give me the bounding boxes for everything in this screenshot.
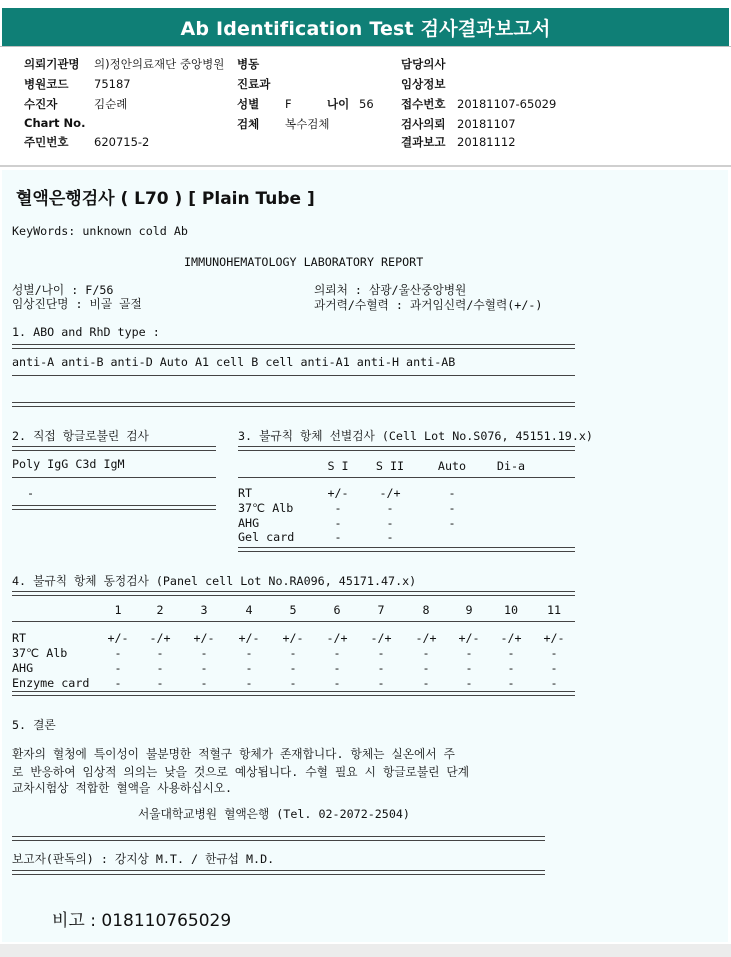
table-cell: - xyxy=(448,516,456,530)
ward-label-wrap xyxy=(237,56,259,72)
chart-row xyxy=(24,116,85,130)
report-date-value: 20181112 xyxy=(457,135,516,149)
id-row xyxy=(24,134,149,150)
table-cell: +/- xyxy=(238,631,260,645)
institution-label: 의뢰기관명 xyxy=(24,57,80,71)
specimen-value: 복수검체 xyxy=(285,117,330,131)
table-cell: - xyxy=(386,516,394,530)
table-cell: - xyxy=(377,676,385,690)
reporter-line: 보고자(판독의) : 강지상 M.T. / 한규섭 M.D. xyxy=(12,852,275,866)
table-cell: -/+ xyxy=(149,631,171,645)
request-label: 검사의뢰 xyxy=(401,117,446,131)
report-date-row xyxy=(401,134,516,150)
table-cell: - xyxy=(386,530,394,544)
section2-header: Poly IgG C3d IgM xyxy=(12,457,125,471)
table-cell: - xyxy=(550,676,558,690)
double-rule xyxy=(12,446,216,451)
patient-row xyxy=(24,96,127,112)
section3-title: 3. 불규칙 항체 선별검사 (Cell Lot No.S076, 45151.19.x) xyxy=(238,429,593,443)
department-label-wrap xyxy=(237,76,270,92)
referrer-line: 의뢰처 : 삼광/울산중앙병원 xyxy=(314,283,467,297)
hospital-code-value: 75187 xyxy=(94,77,131,91)
table-cell: - xyxy=(507,676,515,690)
table-cell: - xyxy=(289,661,297,675)
report-date-label: 결과보고 xyxy=(401,135,446,149)
row-label: RT xyxy=(238,486,253,500)
id-label: 주민번호 xyxy=(24,135,69,149)
row-label: 37℃ Alb xyxy=(12,646,68,660)
table-column-header: 4 xyxy=(245,603,253,617)
sex-label: 성별 xyxy=(237,97,260,111)
institution-value: 의)정안의료재단 중앙병원 xyxy=(94,57,225,71)
specimen-row xyxy=(237,116,329,132)
table-column-header: 10 xyxy=(503,603,519,617)
keywords: KeyWords: unknown cold Ab xyxy=(12,224,188,238)
table-cell: - xyxy=(334,530,342,544)
double-rule xyxy=(238,446,575,451)
table-column-header: 11 xyxy=(546,603,562,617)
institution-row xyxy=(24,56,224,72)
report-header xyxy=(2,8,729,46)
section1-title: 1. ABO and RhD type : xyxy=(12,325,160,339)
section2-value: - xyxy=(27,486,35,500)
table-cell: - xyxy=(200,676,208,690)
table-column-header: 5 xyxy=(289,603,297,617)
report-title: 혈액은행검사 ( L70 ) [ Plain Tube ] xyxy=(16,189,315,209)
single-rule xyxy=(12,477,216,478)
single-rule xyxy=(12,375,575,376)
diagnosis-line: 임상진단명 : 비골 골절 xyxy=(12,297,142,311)
table-cell: -/+ xyxy=(500,631,522,645)
table-column-header: 6 xyxy=(333,603,341,617)
hospital-code-row xyxy=(24,76,131,92)
table-cell: +/- xyxy=(543,631,565,645)
table-cell: - xyxy=(333,661,341,675)
request-row xyxy=(401,116,516,132)
single-rule xyxy=(12,874,545,875)
table-column-header: S I xyxy=(327,459,349,473)
table-cell: - xyxy=(507,661,515,675)
table-cell: - xyxy=(465,646,473,660)
table-column-header: 7 xyxy=(377,603,385,617)
table-cell: - xyxy=(422,661,430,675)
table-cell: - xyxy=(289,646,297,660)
row-label: AHG xyxy=(238,516,260,530)
double-rule xyxy=(12,691,575,696)
table-column-header: Di-a xyxy=(496,459,526,473)
clinical-info-label-wrap xyxy=(401,76,445,92)
table-cell: - xyxy=(448,501,456,515)
table-cell: - xyxy=(507,646,515,660)
table-cell: -/+ xyxy=(326,631,348,645)
table-cell: +/- xyxy=(107,631,129,645)
lab-report-title: IMMUNOHEMATOLOGY LABORATORY REPORT xyxy=(184,255,424,269)
table-cell: - xyxy=(448,486,456,500)
table-cell: - xyxy=(422,646,430,660)
table-column-header: S II xyxy=(375,459,405,473)
request-value: 20181107 xyxy=(457,117,516,131)
table-cell: - xyxy=(156,646,164,660)
row-label: Gel card xyxy=(238,530,295,544)
header-title: Ab Identification Test 검사결과보고서 xyxy=(180,17,551,40)
table-cell: - xyxy=(333,676,341,690)
double-rule xyxy=(12,402,575,407)
row-label: AHG xyxy=(12,661,34,675)
table-cell: - xyxy=(465,676,473,690)
table-cell: +/- xyxy=(327,486,349,500)
conclusion-line-2: 로 반응하여 임상적 의의는 낮을 것으로 예상됩니다. 수혈 필요 시 항글로불린 단계 xyxy=(12,765,470,779)
table-cell: - xyxy=(334,516,342,530)
table-cell: - xyxy=(200,661,208,675)
section1-header: anti-A anti-B anti-D Auto A1 cell B cell anti-A1 anti-H anti-AB xyxy=(12,355,456,369)
table-column-header: 2 xyxy=(156,603,164,617)
table-cell: -/+ xyxy=(415,631,437,645)
table-cell: - xyxy=(550,646,558,660)
row-label: RT xyxy=(12,631,27,645)
patient-label: 수진자 xyxy=(24,97,58,111)
double-rule xyxy=(238,547,575,552)
chart-label: Chart No. xyxy=(24,116,86,130)
single-rule xyxy=(12,870,545,871)
sex-row xyxy=(237,96,374,112)
age-label: 나이 xyxy=(327,97,350,111)
single-rule xyxy=(12,836,545,837)
table-column-header: 9 xyxy=(465,603,473,617)
sex-value: F xyxy=(285,97,292,111)
table-cell: - xyxy=(289,676,297,690)
table-cell: +/- xyxy=(458,631,480,645)
row-label: 37℃ Alb xyxy=(238,501,294,515)
single-rule xyxy=(12,621,575,622)
age-value: 56 xyxy=(359,97,374,111)
table-cell: - xyxy=(333,646,341,660)
conclusion-line-3: 교차시험상 적합한 혈액을 사용하십시오. xyxy=(12,781,233,795)
table-cell: +/- xyxy=(193,631,215,645)
section-divider xyxy=(0,165,731,167)
blood-bank-line: 서울대학교병원 혈액은행 (Tel. 02-2072-2504) xyxy=(138,807,410,821)
department-label: 진료과 xyxy=(237,77,271,91)
table-cell: - xyxy=(114,646,122,660)
table-cell: -/+ xyxy=(370,631,392,645)
single-rule xyxy=(12,840,545,841)
table-column-header: 3 xyxy=(200,603,208,617)
table-cell: - xyxy=(114,661,122,675)
single-rule xyxy=(238,477,575,478)
receipt-row xyxy=(401,96,556,112)
ward-label: 병동 xyxy=(237,57,260,71)
table-cell: - xyxy=(200,646,208,660)
table-cell: +/- xyxy=(282,631,304,645)
table-cell: - xyxy=(550,661,558,675)
hospital-code-label: 병원코드 xyxy=(24,77,69,91)
double-rule xyxy=(12,505,216,510)
patient-value: 김순례 xyxy=(94,97,128,111)
table-cell: - xyxy=(334,501,342,515)
table-cell: - xyxy=(386,501,394,515)
table-cell: - xyxy=(245,646,253,660)
history-line: 과거력/수혈력 : 과거임신력/수혈력(+/-) xyxy=(314,298,543,312)
receipt-value: 20181107-65029 xyxy=(457,97,557,111)
double-rule xyxy=(12,591,575,596)
table-cell: - xyxy=(377,661,385,675)
page-bottom-edge xyxy=(0,944,731,957)
table-column-header: Auto xyxy=(437,459,467,473)
section4-title: 4. 불규칙 항체 동정검사 (Panel cell Lot No.RA096, 45171.47.x) xyxy=(12,574,417,588)
section5-title: 5. 결론 xyxy=(12,718,56,732)
conclusion-line-1: 환자의 혈청에 특이성이 불분명한 적혈구 항체가 존재합니다. 항체는 실온에서 주 xyxy=(12,747,455,761)
table-cell: - xyxy=(245,661,253,675)
sex-age-line: 성별/나이 : F/56 xyxy=(12,283,114,297)
doctor-label: 담당의사 xyxy=(401,57,446,71)
table-cell: - xyxy=(156,676,164,690)
specimen-label: 검체 xyxy=(237,117,260,131)
section2-title: 2. 직접 항글로불린 검사 xyxy=(12,429,149,443)
remark: 비고 : 018110765029 xyxy=(52,911,232,931)
table-cell: - xyxy=(114,676,122,690)
table-column-header: 8 xyxy=(422,603,430,617)
header-divider xyxy=(0,46,731,47)
double-rule xyxy=(12,344,575,349)
table-cell: - xyxy=(465,661,473,675)
table-cell: - xyxy=(245,676,253,690)
clinical-info-label: 임상정보 xyxy=(401,77,446,91)
table-cell: - xyxy=(377,646,385,660)
doctor-label-wrap xyxy=(401,56,445,72)
table-cell: - xyxy=(422,676,430,690)
table-column-header: 1 xyxy=(114,603,122,617)
table-cell: - xyxy=(156,661,164,675)
id-value: 620715-2 xyxy=(94,135,150,149)
row-label: Enzyme card xyxy=(12,676,90,690)
table-cell: -/+ xyxy=(379,486,401,500)
receipt-label: 접수번호 xyxy=(401,97,446,111)
